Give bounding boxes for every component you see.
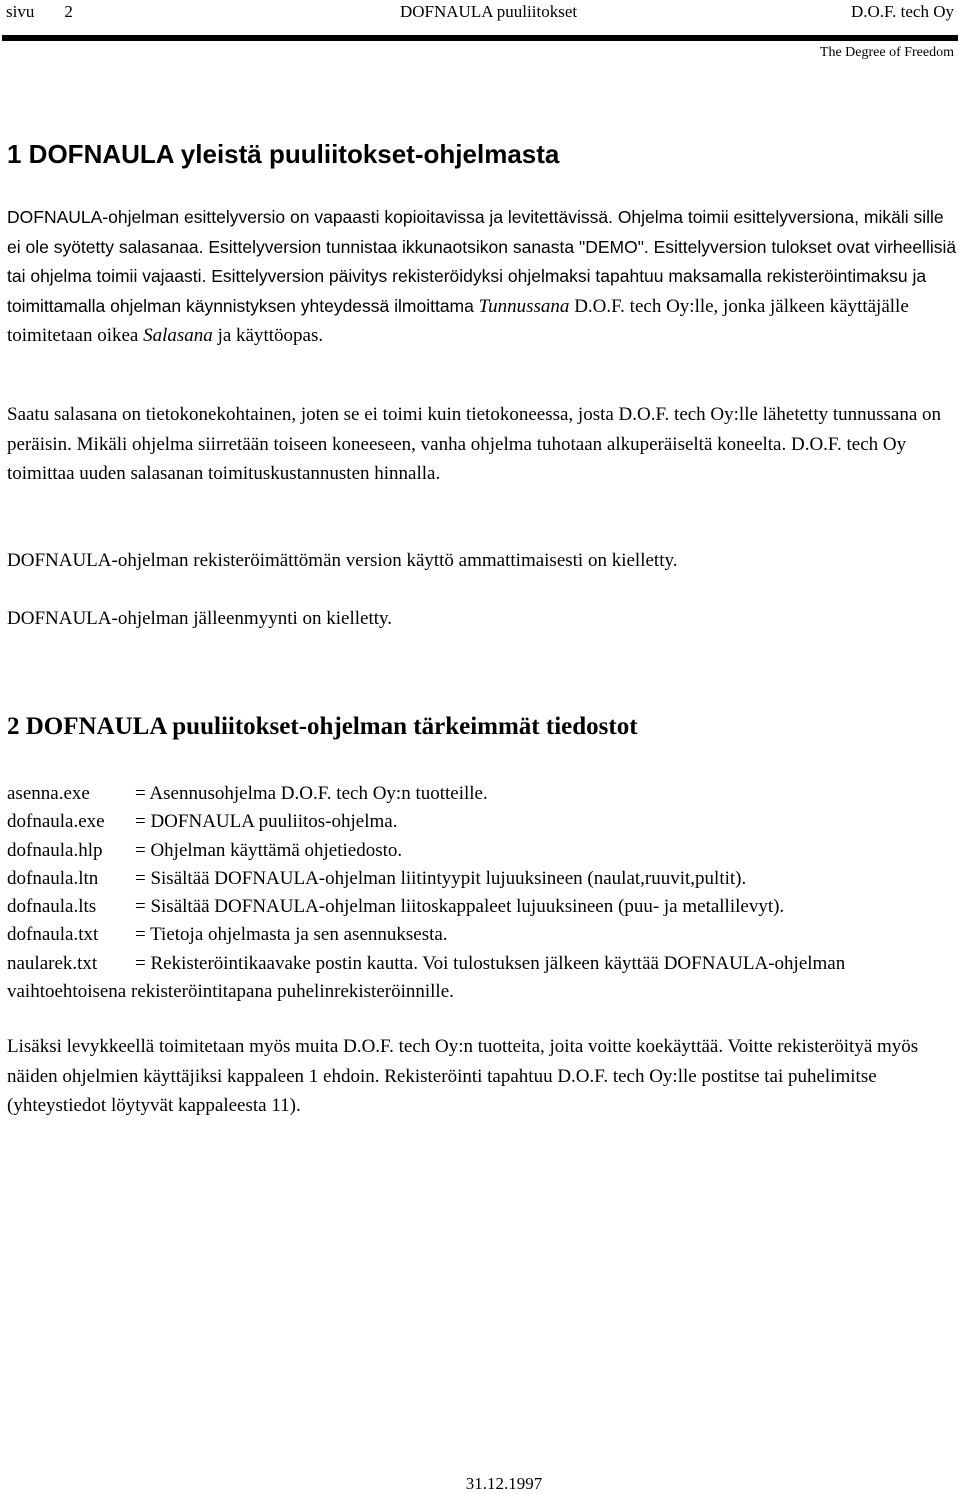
- term-salasana: Salasana: [143, 325, 213, 346]
- file-list: [7, 780, 957, 1006]
- page-footer: [0, 1474, 960, 1494]
- company-tagline: The Degree of Freedom: [819, 45, 954, 60]
- file-row: [7, 950, 957, 1007]
- file-description: = DOFNAULA puuliitos-ohjelma.: [135, 811, 398, 833]
- page-number: 2: [64, 2, 73, 21]
- file-row: [7, 808, 957, 836]
- file-description: = Ohjelman käyttämä ohjetiedosto.: [135, 839, 403, 861]
- section-2-heading: 2 DOFNAULA puuliitokset-ohjelman tärkeimmät tiedostot: [7, 713, 638, 740]
- header-rule: [2, 35, 958, 41]
- file-row: [7, 921, 957, 949]
- paragraph-demo-version-sans: DOFNAULA-ohjelman esittelyversio on vapaasti kopioitavissa ja levitettävissä. Ohjelma toimii esittelyversiona, mikäli sille ei ole syötetty salasanaa. Esittelyversion tunnistaa ikkunaotsikon sanasta "DEMO". Esittelyversion tulokset ovat virheellisiä tai ohjelma toimii vajaasti. Esittelyversion päivitys rekisteröidyksi ohjelmaksi tapahtuu maksamalla rekisteröintimaksu ja toimittamalla ohjelman käynnistyksen yhteydessä ilmoittama: [7, 207, 957, 316]
- file-name: dofnaula.ltn: [7, 867, 99, 889]
- paragraph-resale: DOFNAULA-ohjelman jälleenmyynti on kielletty.: [7, 608, 393, 629]
- paragraph-demo-version: [7, 203, 957, 351]
- document-title: DOFNAULA puuliitokset: [400, 2, 578, 21]
- file-description: = Asennusohjelma D.O.F. tech Oy:n tuotteille.: [135, 783, 488, 804]
- paragraph-other-products: Lisäksi levykkeellä toimitetaan myös muita D.O.F. tech Oy:n tuotteita, joita voitte koekäyttää. Voitte rekisteröityä myös näiden ohjelmien käyttäjiksi kappaleen 1 ehdoin. Rekisteröinti tapahtuu D.O.F. tech Oy:lle postitse tai puhelimitse (yhteystiedot löytyvät kappaleesta 11).: [7, 1036, 919, 1116]
- file-description: = Rekisteröintikaavake postin kautta. Voi tulostuksen jälkeen käyttää DOFNAULA-ohjelman vaihtoehtoisena rekisteröintitapana puhelinrekisteröinnille.: [7, 952, 846, 1003]
- page-label: [6, 2, 73, 22]
- footer-date: 31.12.1997: [465, 1474, 543, 1493]
- section-1-heading: 1 DOFNAULA yleistä puuliitokset-ohjelmasta: [7, 139, 560, 169]
- page-header: [0, 0, 960, 70]
- paragraph-professional-use: DOFNAULA-ohjelman rekisteröimättömän version käyttö ammattimaisesti on kielletty.: [7, 550, 678, 571]
- paragraph-demo-version-mid: D.O.F. tech Oy:lle, jonka jälkeen käyttäjälle toimitetaan oikea: [7, 295, 909, 346]
- paragraph-password: Saatu salasana on tietokonekohtainen, joten se ei toimi kuin tietokoneessa, josta D.O.F. tech Oy:lle lähetetty tunnussana on peräisin. Mikäli ohjelma siirretään toiseen koneeseen, vanha ohjelma tuhotaan alkuperäiseltä koneelta. D.O.F. tech Oy toimittaa uuden salasanan toimituskustannusten hinnalla.: [7, 404, 942, 484]
- file-name: dofnaula.exe: [7, 811, 105, 833]
- file-name: naularek.txt: [7, 952, 98, 974]
- file-name: asenna.exe: [7, 783, 90, 804]
- file-row: [7, 893, 957, 921]
- file-name: dofnaula.txt: [7, 924, 99, 946]
- paragraph-demo-version-end: ja käyttöopas.: [212, 325, 324, 346]
- company-name: D.O.F. tech Oy: [851, 2, 954, 21]
- file-name: dofnaula.lts: [7, 896, 97, 918]
- file-row: [7, 865, 957, 893]
- file-row: [7, 837, 957, 865]
- file-description: = Tietoja ohjelmasta ja sen asennuksesta.: [135, 924, 448, 946]
- file-description: = Sisältää DOFNAULA-ohjelman liitoskappaleet lujuuksineen (puu- ja metallilevyt).: [135, 896, 785, 918]
- file-name: dofnaula.hlp: [7, 839, 103, 861]
- file-row: [7, 780, 957, 808]
- term-tunnussana: Tunnussana: [478, 295, 570, 317]
- page-label-text: sivu: [6, 2, 35, 21]
- file-description: = Sisältää DOFNAULA-ohjelman liitintyypit lujuuksineen (naulat,ruuvit,pultit).: [135, 867, 747, 889]
